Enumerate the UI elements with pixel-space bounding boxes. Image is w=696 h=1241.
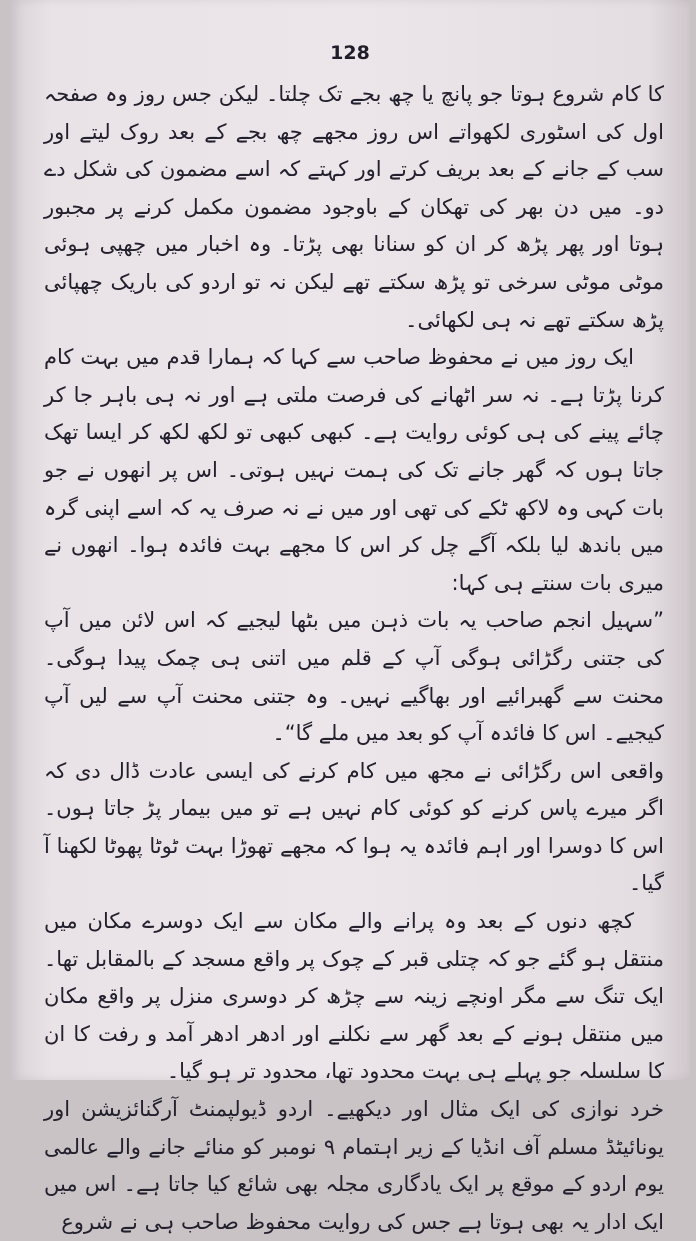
body-text bbox=[44, 76, 664, 1241]
page-number: 128 bbox=[330, 42, 370, 64]
paragraph-5: کچھ دنوں کے بعد وہ پرانے والے مکان سے ایک دوسرے مکان میں منتقل ہو گئے جو کہ چتلی قبر کے چوک پر واقع مسجد کے بالمقابل تھا۔ ایک تنگ سے مگر اونچے زینہ سے چڑھ کر دوسری منزل پر واقع مکان میں منتقل ہونے کے بعد گھر سے نکلنے اور ادھر ادھر آمد و رفت کا ان کا سلسلہ جو پہلے ہی بہت محدود تھا، محدود تر ہو گیا۔ bbox=[44, 909, 664, 1084]
paragraph-4: واقعی اس رگڑائی نے مجھ میں کام کرنے کی ایسی عادت ڈال دی کہ اگر میرے پاس کرنے کو کوئی کام نہیں ہے تو میں بیمار پڑ جاتا ہوں۔ اس کا دوسرا اور اہم فائدہ یہ ہوا کہ مجھے تھوڑا بہت ٹوٹا پھوٹا لکھنا آ گیا۔ bbox=[44, 758, 664, 896]
paragraph-3-quote: ”سہیل انجم صاحب یہ بات ذہن میں بٹھا لیجیے کہ اس لائن میں آپ کی جتنی رگڑائی ہوگی آپ کے قلم میں اتنی ہی چمک پیدا ہوگی۔ محنت سے گھبرائیے اور بھاگیے نہیں۔ وہ جتنی محنت آپ سے لیں آپ کیجیے۔ اس کا فائدہ آپ کو بعد میں ملے گا“۔ bbox=[44, 608, 664, 746]
paragraph-1: کا کام شروع ہوتا جو پانچ یا چھ بجے تک چلتا۔ لیکن جس روز وہ صفحہ اول کی اسٹوری لکھواتے اس روز مجھے چھ بجے کے بعد روک لیتے اور سب کے جانے کے بعد بریف کرتے اور کہتے کہ اسے مضمون کی شکل دے دو۔ میں دن بھر کی تھکان کے باوجود مضمون مکمل کرنے پر مجبور ہوتا اور پھر پڑھ کر ان کو سنانا بھی پڑتا۔ وہ اخبار میں چھپی ہوئی موٹی موٹی سرخی تو پڑھ سکتے تھے لیکن نہ تو اردو کی باریک چھپائی پڑھ سکتے تھے نہ ہی لکھائی۔ bbox=[44, 82, 664, 332]
paragraph-2: ایک روز میں نے محفوظ صاحب سے کہا کہ ہمارا قدم میں بہت کام کرنا پڑتا ہے۔ نہ سر اٹھانے کی فرصت ملتی ہے اور نہ ہی باہر جا کر چائے پینے کی ہی کوئی روایت ہے۔ کبھی کبھی تو لکھ لکھ کر ایسا تھک جاتا ہوں کہ گھر جانے تک کی ہمت نہیں ہوتی۔ اس پر انھوں نے جو بات کہی وہ لاکھ ٹکے کی تھی اور میں نے نہ صرف یہ کہ اسے اپنی گرہ میں باندھ لیا بلکہ آگے چل کر اس کا مجھے بہت فائدہ ہوا۔ انھوں نے میری بات سنتے ہی کہا: bbox=[44, 345, 664, 595]
paragraph-6: خرد نوازی کی ایک مثال اور دیکھیے۔ اردو ڈیولپمنٹ آرگنائزیشن اور یونائیٹڈ مسلم آف انڈیا کے زیر اہتمام ۹ نومبر کو منائے جانے والے عالمی یوم اردو کے موقع پر ایک یادگاری مجلہ بھی شائع کیا جاتا ہے۔ اس میں ایک ادار یہ بھی ہوتا ہے جس کی روایت محفوظ صاحب ہی نے شروع bbox=[44, 1097, 665, 1234]
book-page bbox=[10, 0, 690, 1234]
